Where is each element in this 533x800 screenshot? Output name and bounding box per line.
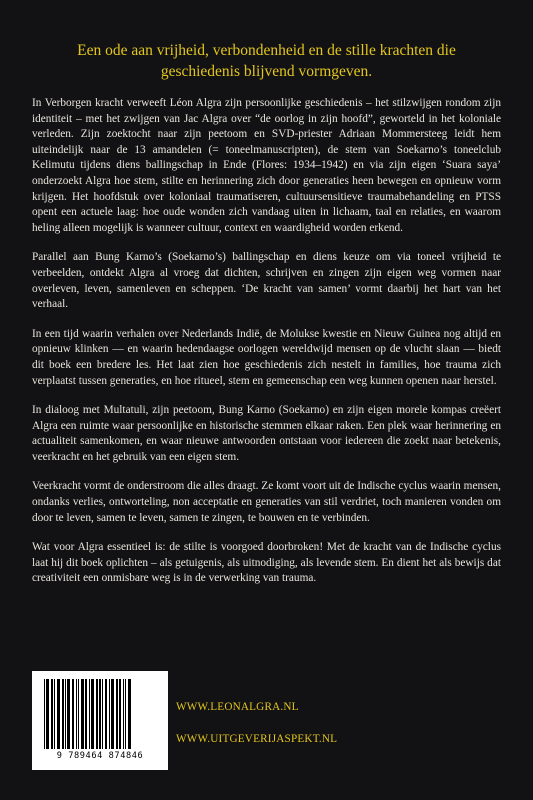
barcode-bar (72, 679, 74, 749)
blurb-paragraph-1: In Verborgen kracht verweeft Léon Algra zijn persoonlijke geschiedenis – het stilzwijgen rondom zijn identiteit – met het zwijgen van Jac Algra over “de oorlog in zijn hoofd”, geworteld in het koloniale verleden. Zijn zoektocht naar zijn peetoom en SVD-priester Adriaan Mommersteeg leidt hem uiteindelijk naar de 13 amandelen (= toneelmanuscripten), de stem van Soekarno’s toneelclub Kelimutu tijdens diens ballingschap in Ende (Flores: 1934–1942) en via zijn eigen ‘Suara saya’ onderzoekt Algra hoe stem, stilte en herinnering zich door generaties heen bewegen en opnieuw vorm krijgen. Het hoofdstuk over koloniaal traumatiseren, cultuursensitieve traumabehandeling en PTSS opent een actuele laag: hoe oude wonden zich vandaag uiten in lichaam, taal en relaties, en waarom heling alleen mogelijk is wanneer cultuur, context en waardigheid worden erkend. (32, 97, 501, 234)
isbn-barcode (32, 671, 168, 770)
barcode-bar (96, 679, 98, 749)
blurb-paragraph-5: Veerkracht vormt de onderstroom die alles draagt. Ze komt voort uit de Indische cyclus waarin mensen, ondanks verlies, ontworteling, non acceptatie en generaties van stil verdriet, toch manieren vonden om door te leven, samen te leven, samen te zingen, te bouwen en te verbinden. (32, 480, 501, 524)
barcode-bar (119, 679, 121, 749)
blurb-paragraph-6: Wat voor Algra essentieel is: de stilte is voorgoed doorbroken! Met de kracht van de Indische cyclus laat hij dit boek oplichten – als getuigenis, als uitnodiging, als levende stem. En dient het als bewijs dat creativiteit een onmisbare weg is in de verwerking van trauma. (32, 541, 501, 585)
barcode-bar (116, 679, 118, 749)
barcode-bar (65, 679, 66, 749)
blurb (32, 96, 501, 601)
blurb-paragraph-2: Parallel aan Bung Karno’s (Soekarno’s) ballingschap en diens keuze om via toneel vrijheid te verbeelden, ontdekt Algra al vroeg dat dichten, schrijven en zingen zijn eigen weg vormen naar overleven, leven, samenleven en scheppen. ‘De kracht van samen’ vormt daarbij het hart van het verhaal. (32, 251, 501, 311)
barcode-bar (111, 679, 114, 749)
barcode-bar (67, 679, 70, 749)
barcode-bar (62, 679, 64, 749)
website-links (176, 701, 496, 765)
barcode-bar (51, 679, 53, 749)
barcode-bar (78, 679, 79, 749)
barcode-bar (99, 679, 101, 749)
barcode-bar (123, 679, 124, 749)
barcode-bar (91, 679, 94, 749)
barcode-bar (102, 679, 103, 749)
link-leonalgra[interactable]: WWW.LEONALGRA.NL (176, 701, 299, 713)
barcode-bar (57, 679, 60, 749)
link-uitgeverij-aspekt[interactable]: WWW.UITGEVERIJASPEKT.NL (176, 733, 338, 745)
barcode-number: 9 789464 874846 (56, 751, 144, 761)
barcode-bar (89, 679, 90, 749)
barcode-bar (105, 679, 107, 749)
barcode-bars (42, 679, 158, 749)
blurb-paragraph-4: In dialoog met Multatuli, zijn peetoom, Bung Karno (Soekarno) en zijn eigen morele kompas creëert Algra een ruimte waar persoonlijke en historische stemmen elkaar raken. Een plek waar herinnering en actualiteit samenkomen, en waar nieuwe antwoorden ontstaan voor iedereen die zoekt naar betekenis, veerkracht en het gebruik van een eigen stem. (32, 404, 501, 463)
barcode-bar (109, 679, 110, 749)
barcode-bar (54, 679, 55, 749)
barcode-bar (85, 679, 87, 749)
barcode-bar (44, 679, 45, 749)
barcode-bar (46, 679, 49, 749)
blurb-paragraph-3: In een tijd waarin verhalen over Nederlands Indië, de Molukse kwestie en Nieuw Guinea nog altijd en opnieuw klinken — en waarin hedendaagse oorlogen wereldwijd mensen op de vlucht slaan — biedt dit boek een bredere les. Het laat zien hoe geschiedenis zich nestelt in families, hoe trauma zich verplaatst tussen generaties, en hoe ritueel, stem en gemeenschap een weg kunnen openen naar herstel. (32, 327, 501, 387)
barcode-bar (128, 679, 131, 749)
barcode-bar (125, 679, 126, 749)
barcode-bar (76, 679, 77, 749)
tagline: Een ode aan vrijheid, verbondenheid en de stille krachten die geschiedenis blijvend vormgeven. (77, 42, 456, 80)
barcode-bar (81, 679, 84, 749)
